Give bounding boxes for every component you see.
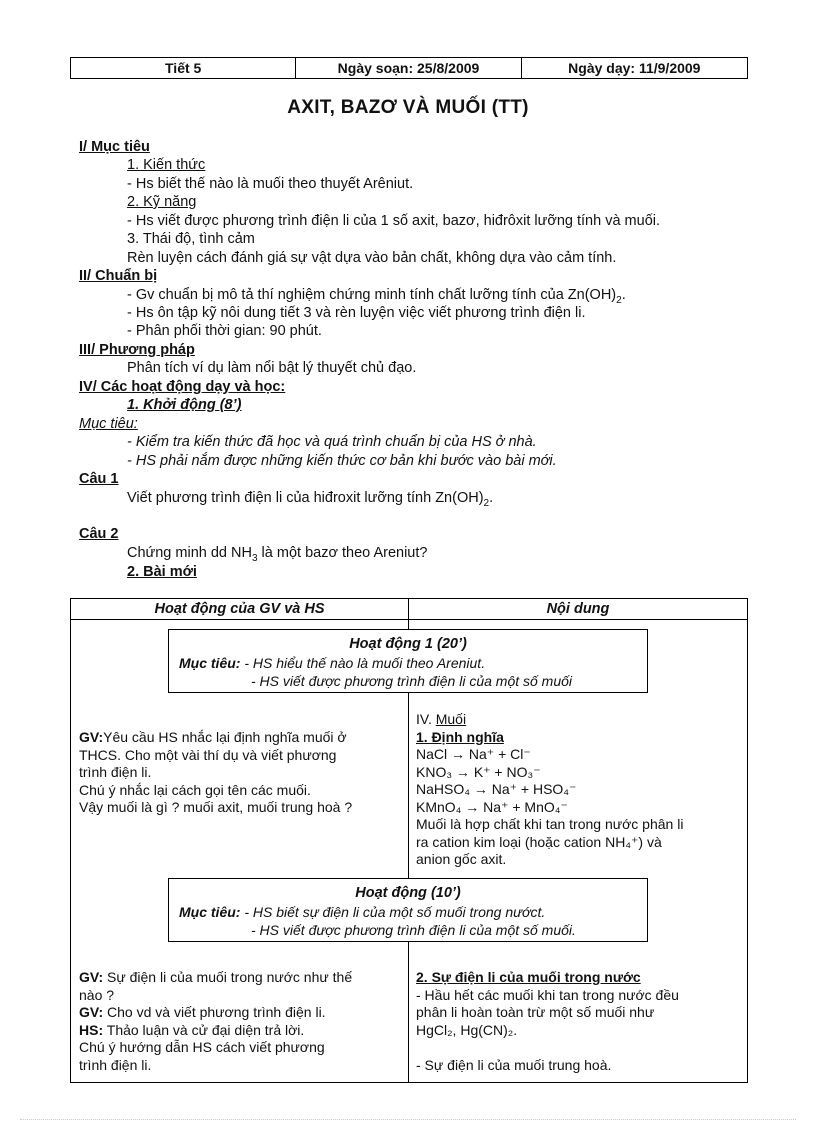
activity-1-objective-b: - HS viết được phương trình điện li của một số muối: [251, 673, 573, 689]
new-lesson-heading: 2. Bài mới: [127, 564, 197, 580]
equation-4: KMnO₄ → Na⁺ + MnO₄⁻: [416, 798, 568, 815]
lesson-cell: Tiết 5: [71, 58, 296, 78]
objective-b: - HS phải nắm được những kiến thức cơ bản khi bước vào bài mới.: [127, 453, 557, 469]
question-2-label: Câu 2: [79, 526, 119, 542]
question-1-text: Viết phương trình điện li của hiđroxit lưỡng tính $Zn(OH)_2$.: [127, 490, 494, 509]
column-head-activities: Hoạt động của GV và HS: [71, 599, 408, 620]
header-table: [70, 57, 748, 79]
activity-1-right: IV. Muối 1. Định nghĩa NaCl → Na⁺ + Cl⁻ KNO₃ → K⁺ + NO₃⁻ NaHSO₄ → Na⁺ + HSO₄⁻ KMnO₄ → Na⁺ + MnO₄⁻ Muối là hợp chất khi tan trong nước phân li ra cation kim loại (hoặc cation NH₄⁺) và anion gốc axit.: [416, 711, 746, 869]
section-2-title: II/ Chuẩn bị: [79, 268, 158, 284]
salt-heading: IV. Muối: [416, 711, 467, 727]
question-2-text: Chứng minh dd $NH_3$ là một bazơ theo Areniut?: [127, 545, 428, 564]
column-head-content: Nội dung: [409, 599, 747, 620]
page-title: AXIT, BAZƠ VÀ MUỐI (TT): [287, 97, 529, 118]
activity-1-title: Hoạt động 1 (20’): [349, 636, 467, 652]
question-1-label: Câu 1: [79, 471, 119, 487]
activity-1-left: GV:Yêu cầu HS nhắc lại định nghĩa muối ở THCS. Cho một vài thí dụ và viết phương trình điện li. Chú ý nhắc lại cách gọi tên các muối. Vậy muối là gì ? muối axit, muối trung hoà ?: [79, 729, 353, 815]
attitude-heading: 3. Thái độ, tình cảm: [127, 231, 255, 247]
section-1-title: I/ Mục tiêu: [79, 139, 150, 155]
prep-time: - Phân phối thời gian: 90 phút.: [127, 323, 322, 339]
equation-1: NaCl → Na⁺ + Cl⁻: [416, 746, 531, 762]
activity-2-box: [168, 878, 648, 942]
prep-teacher: - Gv chuẩn bị mô tả thí nghiệm chứng minh tính chất lưỡng tính của $Zn(OH)_2$.: [127, 287, 626, 306]
equation-3: NaHSO₄ → Na⁺ + HSO₄⁻: [416, 781, 577, 797]
method-text: Phân tích ví dụ làm nổi bật lý thuyết chủ đạo.: [127, 360, 417, 376]
activity-2-left: GV: Sự điện li của muối trong nước như thế nào ? GV: Cho vd và viết phương trình điện li. HS: Thảo luận và cử đại diện trả lời. Chú ý hướng dẫn HS cách viết phương trình điện li.: [79, 969, 353, 1073]
warmup-heading: 1. Khởi động (8’): [127, 397, 242, 413]
objective-label: Mục tiêu:: [79, 416, 138, 432]
prep-student: - Hs ôn tập kỹ nôi dung tiết 3 và rèn luyện việc viết phương trình điện li.: [127, 305, 586, 321]
knowledge-text: - Hs biết thế nào là muối theo thuyết Arêniut.: [127, 176, 414, 192]
skill-text: - Hs viết được phương trình điện li của 1 số axit, bazơ, hiđrôxit lưỡng tính và muối.: [127, 213, 661, 229]
equation-2: KNO₃ → K⁺ + NO₃⁻: [416, 763, 541, 780]
activity-table: [70, 598, 748, 1083]
teach-date-cell: Ngày dạy: 11/9/2009: [568, 60, 701, 76]
activity-2-title: Hoạt động (10’): [355, 885, 461, 901]
section-3-title: III/ Phương pháp: [79, 342, 195, 358]
page-bottom-rule: [20, 1119, 796, 1120]
prep-date-cell: Ngày soạn: 25/8/2009: [296, 58, 521, 78]
definition-heading: 1. Định nghĩa: [416, 728, 504, 745]
activity-2-objective-a: Mục tiêu: - HS biết sự điện li của một số muối trong nướct.: [179, 904, 546, 920]
activity-2-right: 2. Sự điện li của muối trong nước - Hầu hết các muối khi tan trong nước đều phân li hoàn toàn trừ một số muối như HgCl₂, Hg(CN)₂. - Sự điện li của muối trung hoà.: [416, 969, 746, 1074]
attitude-text: Rèn luyện cách đánh giá sự vật dựa vào bản chất, không dựa vào cảm tính.: [127, 250, 617, 266]
knowledge-heading: 1. Kiến thức: [127, 157, 206, 173]
objective-a: - Kiểm tra kiến thức đã học và quá trình chuẩn bị của HS ở nhà.: [127, 434, 537, 450]
section-4-title: IV/ Các hoạt động dạy và học:: [79, 379, 286, 395]
activity-2-objective-b: - HS viết được phương trình điện li của một số muối.: [251, 922, 576, 938]
dissociation-heading: 2. Sự điện li của muối trong nước: [416, 969, 641, 985]
activity-1-objective-a: Mục tiêu: - HS hiểu thế nào là muối theo Areniut.: [179, 655, 486, 671]
activity-1-box: [168, 629, 648, 693]
skill-heading: 2. Kỹ năng: [127, 194, 197, 210]
